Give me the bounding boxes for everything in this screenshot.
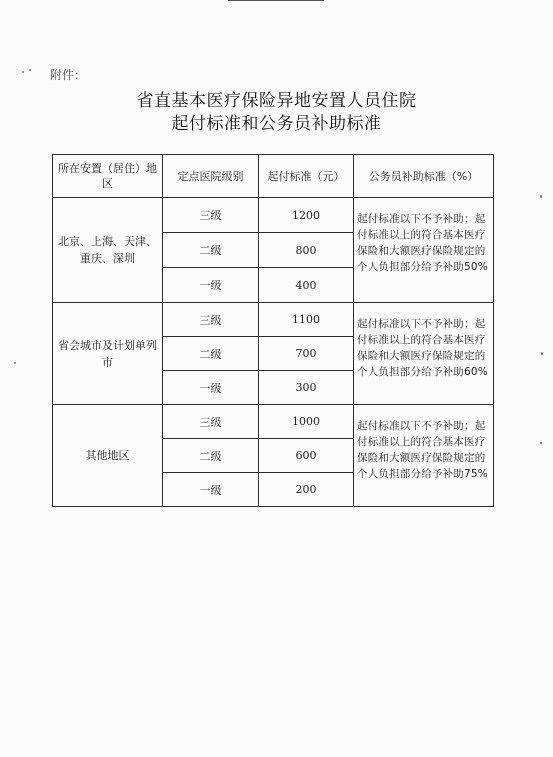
table-row (53, 303, 494, 337)
top-rule (228, 0, 324, 1)
standards-table (52, 154, 494, 507)
subsidy-note-cell: 起付标准以下不予补助；起付标准以上的符合基本医疗保险和大额医疗保险规定的个人负担部分给予补助60% (354, 303, 494, 405)
threshold-cell: 1200 (259, 198, 354, 233)
header-hospital-level: 定点医院级别 (163, 155, 259, 198)
scan-speck (540, 442, 542, 444)
level-cell: 二级 (163, 337, 259, 371)
scan-speck (14, 362, 16, 364)
level-cell: 一级 (163, 473, 259, 507)
subsidy-note-cell: 起付标准以下不予补助；起付标准以上的符合基本医疗保险和大额医疗保险规定的个人负担部分给予补助75% (354, 405, 494, 507)
table-row (53, 198, 494, 233)
scan-speck (22, 71, 24, 73)
scan-speck (540, 195, 542, 198)
threshold-cell: 400 (259, 268, 354, 303)
threshold-cell: 600 (259, 439, 354, 473)
header-region: 所在安置（居住）地区 (53, 155, 163, 198)
threshold-cell: 300 (259, 371, 354, 405)
level-cell: 三级 (163, 198, 259, 233)
level-cell: 一级 (163, 371, 259, 405)
document-title-line2: 起付标准和公务员补助标准 (171, 114, 382, 134)
attachment-label: 附件： (50, 68, 87, 82)
level-cell: 三级 (163, 405, 259, 439)
level-cell: 三级 (163, 303, 259, 337)
level-cell: 一级 (163, 268, 259, 303)
threshold-cell: 1000 (259, 405, 354, 439)
region-cell: 北京、上海、天津、重庆、深圳 (53, 198, 163, 303)
header-threshold: 起付标准（元） (259, 155, 354, 198)
document-title-line1: 省直基本医疗保险异地安置人员住院 (136, 91, 417, 111)
threshold-cell: 200 (259, 473, 354, 507)
table-header-row (53, 155, 494, 198)
threshold-cell: 700 (259, 337, 354, 371)
level-cell: 二级 (163, 233, 259, 268)
region-cell: 省会城市及计划单列市 (53, 303, 163, 405)
threshold-cell: 1100 (259, 303, 354, 337)
scan-speck (29, 69, 31, 71)
scan-speck (541, 352, 543, 355)
header-subsidy: 公务员补助标准（%） (354, 155, 494, 198)
level-cell: 二级 (163, 439, 259, 473)
threshold-cell: 800 (259, 233, 354, 268)
table-row (53, 405, 494, 439)
subsidy-note-cell: 起付标准以下不予补助；起付标准以上的符合基本医疗保险和大额医疗保险规定的个人负担部分给予补助50% (354, 198, 494, 303)
region-cell: 其他地区 (53, 405, 163, 507)
